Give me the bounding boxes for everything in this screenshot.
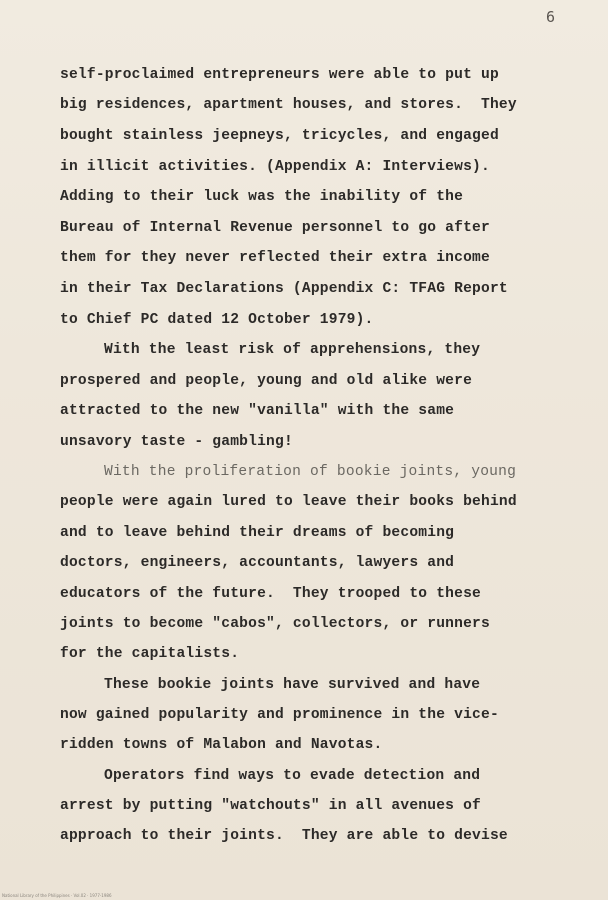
text-line: With the least risk of apprehensions, they — [104, 342, 481, 358]
text-line: arrest by putting "watchouts" in all avenues of — [60, 798, 482, 814]
text-line: them for they never reflected their extra income — [60, 250, 490, 266]
text-line: unsavory taste - gambling! — [60, 434, 293, 450]
text-line: bought stainless jeepneys, tricycles, and engaged — [60, 128, 499, 144]
page-number: 6 — [546, 8, 556, 26]
text-line: doctors, engineers, accountants, lawyers and — [60, 555, 455, 571]
text-line: These bookie joints have survived and have — [104, 677, 481, 693]
text-line: people were again lured to leave their books behind — [60, 494, 517, 510]
text-line: in their Tax Declarations (Appendix C: TFAG Report — [60, 281, 508, 297]
text-line: joints to become "cabos", collectors, or runners — [60, 616, 490, 632]
text-line: educators of the future. They trooped to these — [60, 586, 482, 602]
text-line: attracted to the new "vanilla" with the same — [60, 403, 455, 419]
text-line: in illicit activities. (Appendix A: Interviews). — [60, 159, 490, 175]
text-line: for the capitalists. — [60, 646, 240, 662]
text-line: ridden towns of Malabon and Navotas. — [60, 737, 383, 753]
text-line: Operators find ways to evade detection and — [104, 768, 481, 784]
text-line: Bureau of Internal Revenue personnel to go after — [60, 220, 490, 236]
text-line: approach to their joints. They are able to devise — [60, 828, 508, 844]
text-line: With the proliferation of bookie joints, young — [104, 464, 517, 480]
archive-footer-note: National Library of the Philippines · Vol.02 · 1977-1986 — [2, 893, 112, 898]
text-line: self-proclaimed entrepreneurs were able to put up — [60, 67, 499, 83]
text-line: now gained popularity and prominence in the vice- — [60, 707, 499, 723]
text-line: and to leave behind their dreams of becoming — [60, 525, 455, 541]
text-line: to Chief PC dated 12 October 1979). — [60, 312, 374, 328]
text-line: prospered and people, young and old alike were — [60, 373, 473, 389]
text-line: Adding to their luck was the inability of the — [60, 189, 464, 205]
text-line: big residences, apartment houses, and stores. They — [60, 97, 517, 113]
